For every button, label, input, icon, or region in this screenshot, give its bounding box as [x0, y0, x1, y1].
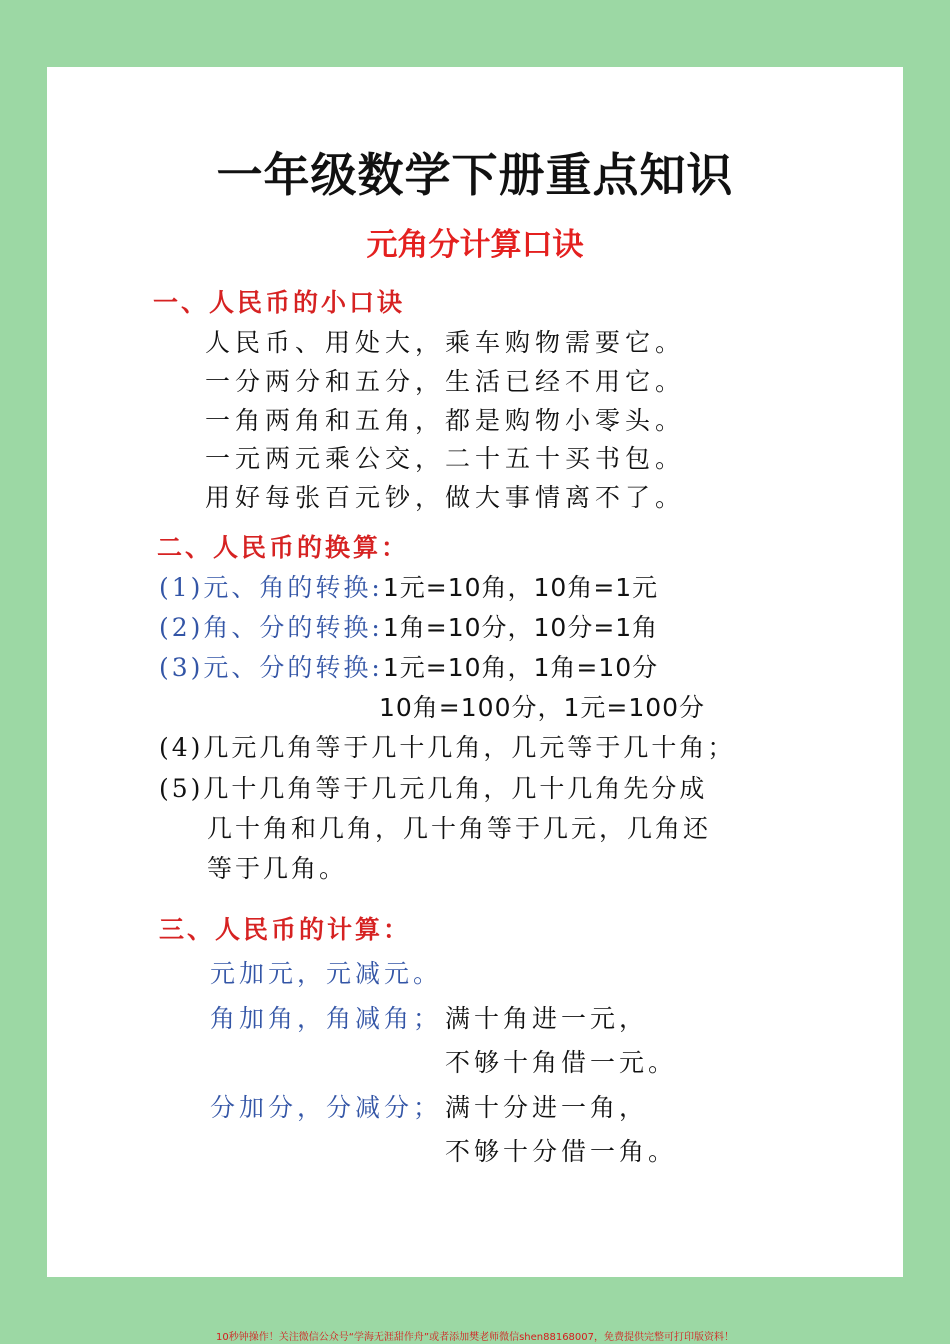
- conversion-value: 1角=10分，10分=1角: [382, 613, 659, 642]
- conversion-item-2: [159, 608, 658, 644]
- conversion-label: (2)角、分的转换:: [159, 613, 383, 642]
- conversion-item-4: (4)几元几角等于几十几角，几元等于几十角；: [159, 733, 736, 762]
- jiao-rule-borrow: 不够十角借一元。: [445, 1048, 678, 1077]
- conversion-label: (1)元、角的转换:: [159, 573, 383, 602]
- conversion-item-5-line: (5)几十几角等于几元几角，几十几角先分成: [159, 774, 708, 803]
- conversion-item-3: [159, 648, 658, 684]
- conversion-item-1: [159, 568, 658, 604]
- page-subtitle: 元角分计算口诀: [366, 227, 584, 263]
- conversion-item-5-line: 等于几角。: [207, 854, 348, 883]
- conversion-item-3-continued: 10角=100分，1元=100分: [379, 693, 706, 722]
- section3-heading: 三、人民币的计算：: [159, 915, 412, 944]
- page-title: 一年级数学下册重点知识: [216, 148, 734, 202]
- section2-heading: 二、人民币的换算：: [157, 533, 410, 562]
- poem-line: 一角两角和五角，都是购物小零头。: [205, 406, 686, 435]
- poem-line: 一分两分和五分，生活已经不用它。: [205, 367, 686, 396]
- poem-line: 一元两元乘公交，二十五十买书包。: [205, 444, 686, 473]
- jiao-label: 角加角，角减角；: [210, 1004, 443, 1033]
- yuan-rule: 元加元，元减元。: [210, 959, 443, 988]
- conversion-value: 1元=10角，10角=1元: [382, 573, 659, 602]
- jiao-rule-carry: 满十角进一元，: [445, 1004, 649, 1033]
- poem-line: 人民币、用处大，乘车购物需要它。: [205, 328, 686, 357]
- conversion-value: 1元=10角，1角=10分: [382, 653, 659, 682]
- footer-note: 10秒钟操作！关注微信公众号“学海无涯甜作舟”或者添加樊老师微信shen88168007，免费提供完整可打印版资料！: [215, 1332, 735, 1343]
- fen-rule-borrow: 不够十分借一角。: [445, 1137, 678, 1166]
- conversion-item-5-line: 几十角和几角，几十角等于几元，几角还: [207, 814, 712, 843]
- fen-rule-carry: 满十分进一角，: [445, 1093, 649, 1122]
- poem-line: 用好每张百元钞，做大事情离不了。: [205, 483, 686, 512]
- fen-label: 分加分，分减分；: [210, 1093, 443, 1122]
- section1-heading: 一、人民币的小口诀: [153, 288, 406, 317]
- worksheet-page: [47, 67, 903, 1277]
- conversion-label: (3)元、分的转换:: [159, 653, 383, 682]
